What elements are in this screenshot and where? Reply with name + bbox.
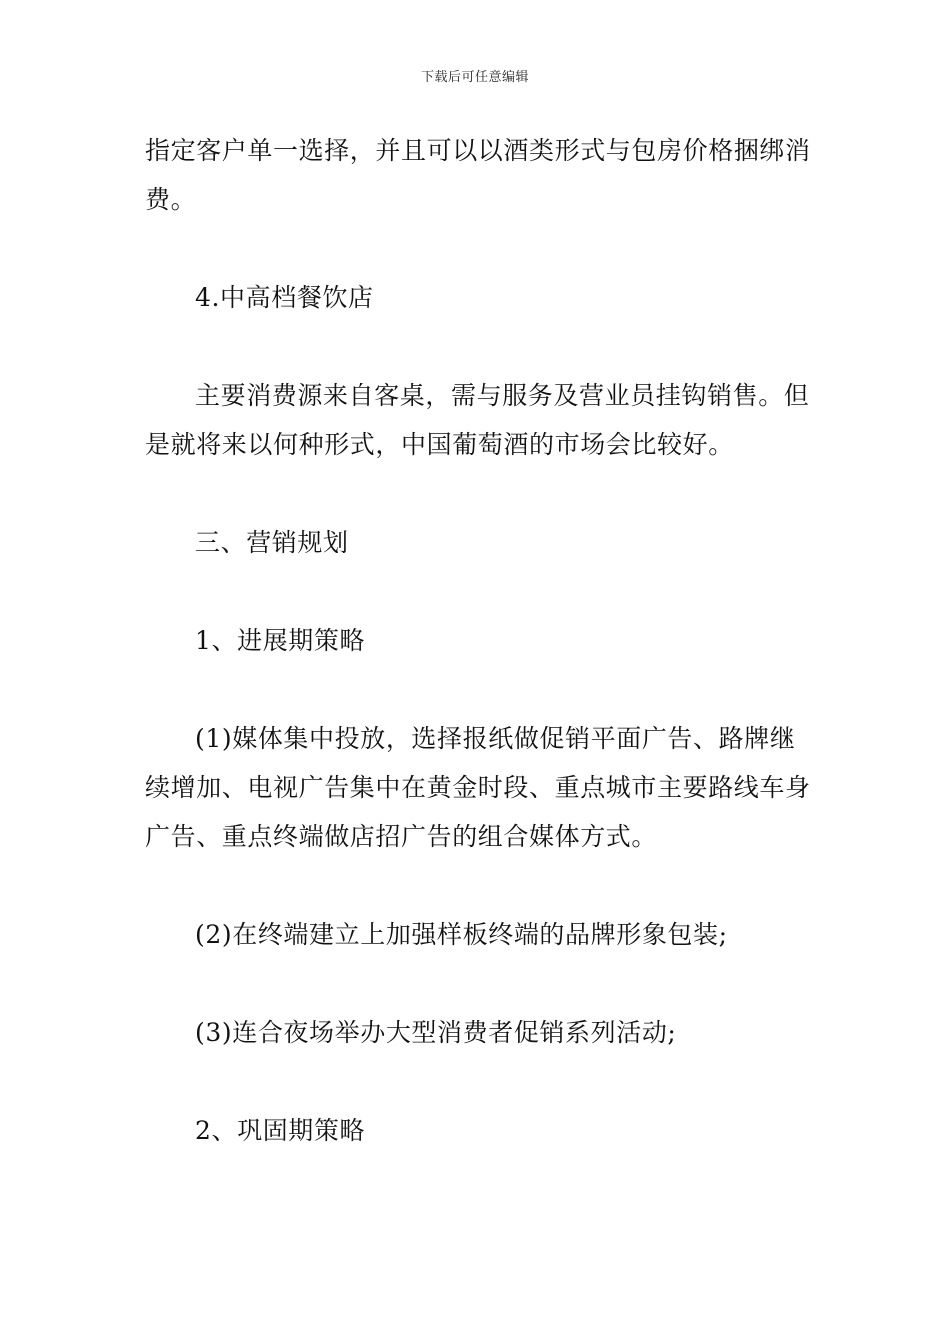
paragraph-spacer	[145, 224, 813, 273]
paragraph-spacer	[145, 665, 813, 714]
paragraph-spacer	[145, 861, 813, 910]
paragraph-spacer	[145, 1057, 813, 1106]
subsection-heading-development: 1、进展期策略	[195, 626, 366, 655]
paragraph-spacer	[145, 322, 813, 371]
paragraph-continuation: 指定客户单一选择，并且可以以酒类形式与包房价格捆绑消费。	[145, 136, 811, 214]
paragraph-spacer	[145, 469, 813, 518]
list-item-media: (1)媒体集中投放，选择报纸做促销平面广告、路牌继续增加、电视广告集中在黄金时段、重点城市主要路线车身广告、重点终端做店招广告的组合媒体方式。	[145, 724, 811, 851]
paragraph-spacer	[145, 959, 813, 1008]
document-body	[145, 126, 813, 1155]
list-item-terminal: (2)在终端建立上加强样板终端的品牌形象包装;	[195, 920, 728, 949]
page-header: 下载后可任意编辑	[420, 70, 529, 85]
section-heading-marketing-plan: 三、营销规划	[195, 528, 349, 557]
paragraph-restaurant-sales: 主要消费源来自客桌，需与服务及营业员挂钩销售。但是就将来以何种形式，中国葡萄酒的市场会比较好。	[145, 381, 810, 459]
section-heading-restaurant: 4.中高档餐饮店	[195, 283, 374, 312]
paragraph-spacer	[145, 567, 813, 616]
list-item-promotion: (3)连合夜场举办大型消费者促销系列活动;	[195, 1018, 677, 1047]
subsection-heading-consolidation: 2、巩固期策略	[195, 1116, 366, 1145]
